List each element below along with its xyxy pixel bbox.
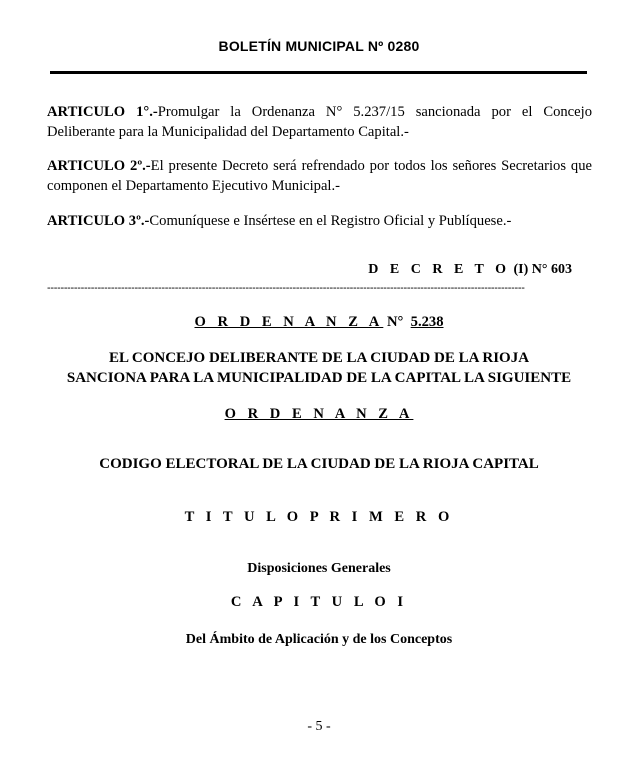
- concejo-line-2: SANCIONA PARA LA MUNICIPALIDAD DE LA CAPITAL LA SIGUIENTE: [66, 370, 572, 386]
- concejo-line-1: EL CONCEJO DELIBERANTE DE LA CIUDAD DE LA RIOJA: [108, 350, 530, 366]
- disposiciones-heading: Disposiciones Generales: [247, 561, 391, 576]
- titulo-heading: T I T U L O P R I M E R O: [184, 509, 454, 525]
- codigo-title: CODIGO ELECTORAL DE LA CIUDAD DE LA RIOJA CAPITAL: [99, 456, 539, 472]
- ordenanza-title: [0, 314, 638, 331]
- ambito-heading: Del Ámbito de Aplicación y de los Conceptos: [185, 632, 453, 647]
- decreto-number: [368, 262, 572, 278]
- article-2: [47, 156, 592, 196]
- dashed-separator: ----------------------------------------------------------------------------------------------------------------------------------------------: [47, 282, 525, 294]
- article-1-text: Promulgar la Ordenanza N° 5.237/15 sancionada por el Concejo Deliberante para la Municipalidad del Departamento Capital.-: [47, 104, 592, 140]
- capitulo-heading: C A P I T U L O I: [230, 594, 408, 610]
- ordenanza-title-word: O R D E N A N Z A: [194, 314, 384, 330]
- article-2-text: El presente Decreto será refrendado por todos los señores Secretarios que componen el Departamento Ejecutivo Municipal.-: [47, 158, 592, 194]
- page-number: - 5 -: [307, 719, 331, 734]
- article-3: [47, 211, 592, 231]
- header-rule: [50, 71, 587, 74]
- article-1-label: ARTICULO 1°.-: [47, 104, 158, 120]
- ordenanza-title-symbol: N°: [383, 314, 404, 330]
- article-2-label: ARTICULO 2º.-: [47, 158, 151, 174]
- page-header-title: BOLETÍN MUNICIPAL Nº 0280: [218, 38, 420, 54]
- decreto-suffix: (I) N° 603: [510, 262, 572, 277]
- ordenanza-title-number: 5.238: [410, 314, 444, 330]
- article-3-label: ARTICULO 3º.-: [47, 213, 150, 229]
- ordenanza-heading: O R D E N A N Z A: [224, 406, 414, 422]
- article-1: [47, 102, 592, 142]
- decreto-label: D E C R E T O: [368, 262, 511, 277]
- article-3-text: Comuníquese e Insértese en el Registro Oficial y Publíquese.-: [149, 213, 512, 229]
